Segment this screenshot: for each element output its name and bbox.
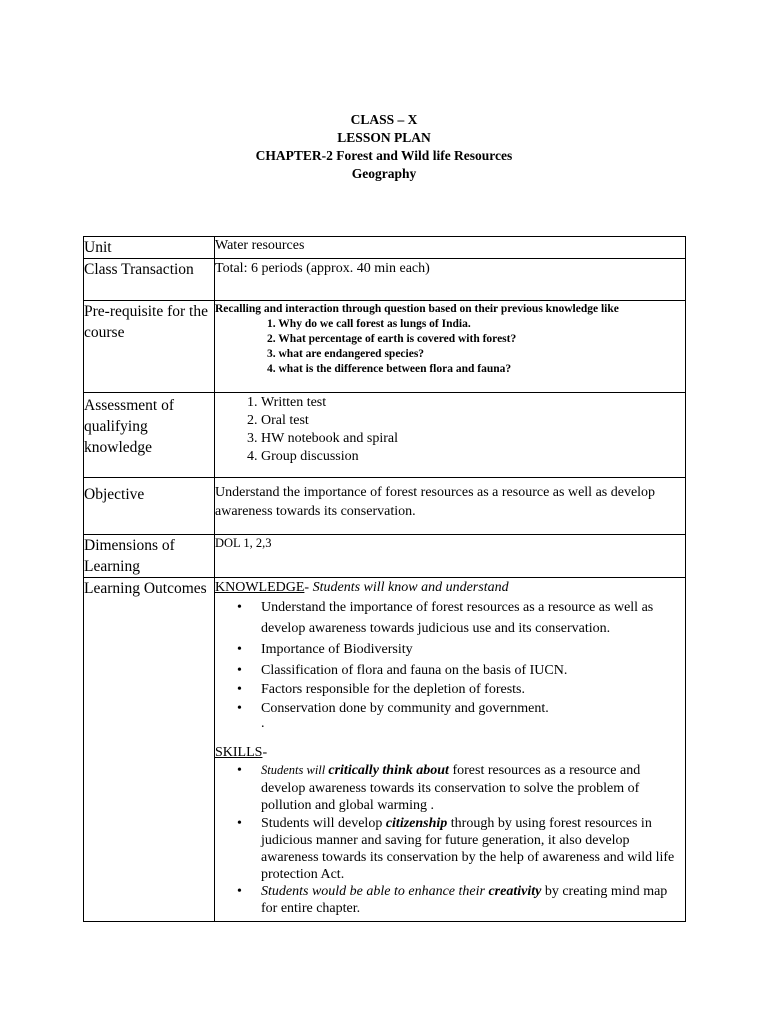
class-title: CLASS – X <box>350 112 418 127</box>
row-assessment <box>84 393 686 478</box>
row-unit <box>84 237 686 259</box>
dimensions-label: Dimensions of Learning <box>84 535 215 578</box>
assessment-item: 2. Oral test <box>261 412 685 430</box>
knowledge-subheading: Students will know and understand <box>312 580 509 595</box>
prerequisite-question: 2. What percentage of earth is covered with forest? <box>267 333 517 345</box>
skill-item <box>261 762 685 815</box>
objective-label: Objective <box>84 478 215 535</box>
assessment-list <box>215 394 685 466</box>
unit-value: Water resources <box>215 237 686 259</box>
prerequisite-question: 1. Why do we call forest as lungs of India. <box>267 318 471 330</box>
knowledge-item: • Understand the importance of forest resources as a resource as well as develop awareness towards judicious use and its conservation. <box>261 597 685 639</box>
class-transaction-label: Class Transaction <box>84 259 215 301</box>
row-dimensions <box>84 535 686 578</box>
knowledge-item: • Factors responsible for the depletion of forests. <box>261 680 685 699</box>
dimensions-value: DOL 1, 2,3 <box>215 535 686 578</box>
knowledge-dash: - <box>304 580 313 595</box>
outcomes-label: Learning Outcomes <box>84 578 215 922</box>
skills-list <box>215 762 685 917</box>
skill1-pre: Students will <box>261 763 329 777</box>
assessment-item: 4. Group discussion <box>261 448 685 466</box>
skill-item <box>261 883 685 917</box>
skills-heading-text: SKILLS <box>215 745 263 760</box>
skill2-bold: citizenship <box>385 815 448 831</box>
chapter-title: CHAPTER-2 Forest and Wild life Resources <box>255 148 513 163</box>
knowledge-heading <box>215 578 685 597</box>
prerequisite-intro: Recalling and interaction through question based on their previous knowledge like <box>215 303 619 315</box>
assessment-item: 1. Written test <box>261 394 685 412</box>
skills-heading <box>215 744 685 762</box>
skills-dash: - <box>262 745 268 760</box>
row-class-transaction <box>84 259 686 301</box>
row-learning-outcomes <box>84 578 686 922</box>
skill1-bold: critically think about <box>328 763 449 778</box>
skill3-pre: Students would be able to enhance their <box>261 883 489 899</box>
row-prerequisite <box>84 301 686 393</box>
lesson-plan-title: LESSON PLAN <box>337 130 431 145</box>
knowledge-item: • Conservation done by community and government. <box>261 699 685 718</box>
prerequisite-question: 3. what are endangered species? <box>267 348 425 360</box>
trailing-dot: . <box>261 716 265 731</box>
skill-item <box>261 815 685 883</box>
assessment-value <box>215 393 686 478</box>
skill2-post: through by using forest resources in judicious manner and saving for future generation, it also develop awareness towards its conservation by the help of awareness and wild life protection Act. <box>261 815 675 882</box>
objective-value: Understand the importance of forest resources as a resource as well as develop awareness towards its conservation. <box>215 478 686 535</box>
row-objective <box>84 478 686 535</box>
class-transaction-value: Total: 6 periods (approx. 40 min each) <box>215 259 686 301</box>
subject-title: Geography <box>351 166 417 181</box>
knowledge-item: • Classification of flora and fauna on the basis of IUCN. <box>261 661 685 680</box>
knowledge-list <box>215 597 685 718</box>
knowledge-item: • Importance of Biodiversity <box>261 639 685 660</box>
document-header <box>0 111 768 183</box>
unit-label: Unit <box>84 237 215 259</box>
lesson-plan-table <box>83 236 686 922</box>
skill1-post: forest resources as a resource and develop awareness towards its conservation to solve the problem of pollution and global warming . <box>261 763 641 813</box>
assessment-item: 3. HW notebook and spiral <box>261 430 685 448</box>
outcomes-value <box>215 578 686 922</box>
prerequisite-questions <box>215 317 685 377</box>
knowledge-heading-text: KNOWLEDGE <box>215 580 305 595</box>
skill3-post: by creating mind map for entire chapter. <box>261 883 668 916</box>
assessment-label: Assessment of qualifying knowledge <box>84 393 215 478</box>
prerequisite-question: 4. what is the difference between flora and fauna? <box>267 363 512 375</box>
prerequisite-label: Pre-requisite for the course <box>84 301 215 393</box>
prerequisite-value <box>215 301 686 393</box>
skill3-bold: creativity <box>488 883 542 899</box>
skill2-pre: Students will develop <box>261 815 386 831</box>
